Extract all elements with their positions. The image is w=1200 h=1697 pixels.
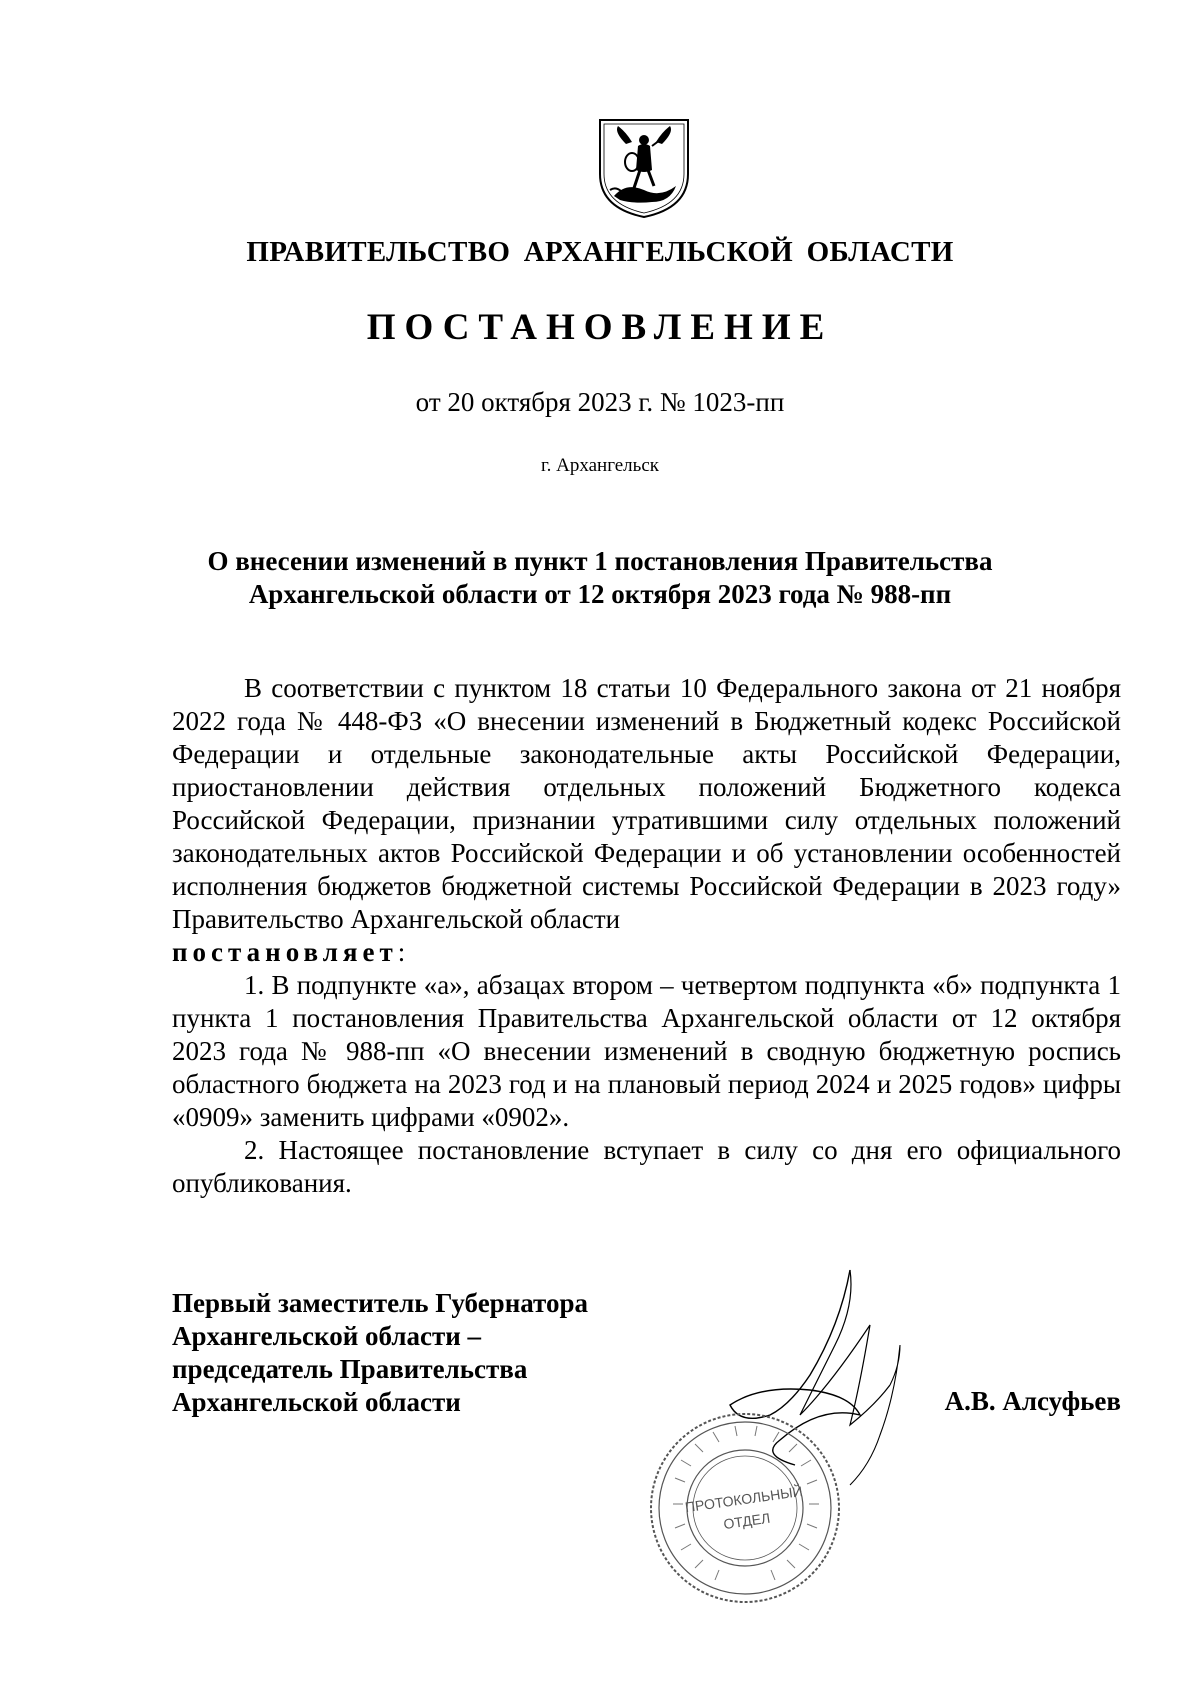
resolves-keyword: постановляет — [172, 937, 398, 967]
preamble-paragraph — [172, 672, 1121, 936]
document-city: г. Архангельск — [540, 455, 659, 476]
document-date-number: от 20 октября 2023 г. № 1023-пп — [415, 387, 785, 417]
item-2-paragraph: 2. Настоящее постановление вступает в силу со дня его официального опубликования. — [172, 1135, 1121, 1198]
signer-position-line: Архангельской области — [172, 1387, 461, 1417]
signer-position-line: Первый заместитель Губернатора — [172, 1288, 588, 1318]
document-body — [172, 672, 1121, 1200]
document-type: ПОСТАНОВЛЕНИЕ — [366, 307, 834, 348]
official-stamp — [645, 1408, 845, 1608]
coat-of-arms-icon — [596, 116, 692, 220]
signer-position — [172, 1287, 588, 1419]
resolves-line — [172, 936, 1121, 969]
signer-name: А.В. Алсуфьев — [944, 1386, 1121, 1416]
signer-position-line: Архангельской области – — [172, 1321, 482, 1351]
document-subject — [0, 545, 1200, 611]
organization-title: ПРАВИТЕЛЬСТВО АРХАНГЕЛЬСКОЙ ОБЛАСТИ — [246, 236, 954, 268]
resolves-colon: : — [397, 937, 406, 967]
item-1-paragraph: 1. В подпункте «а», абзацах втором – четвертом подпункта «б» подпункта 1 пункта 1 постановления Правительства Архангельской области от 12 октября 2023 года № 988-пп «О внесении изменений в сводную бюджетную роспись областного бюджета на 2023 год и на плановый период 2024 и 2025 годов» цифры «0909» заменить цифрами «0902». — [172, 970, 1121, 1132]
signer-position-line: председатель Правительства — [172, 1354, 528, 1384]
subject-line: О внесении изменений в пункт 1 постановления Правительства — [207, 546, 993, 576]
stamp-center-text: ПРОТОКОЛЬНЫЙ — [683, 1482, 804, 1516]
stamp-center-text: ОТДЕЛ — [722, 1509, 772, 1533]
preamble-text: В соответствии с пунктом 18 статьи 10 Федерального закона от 21 ноября 2022 года № 448-ФЗ «О внесении изменений в Бюджетный кодекс Российской Федерации и отдельные законодательные акты Российской Федерации, приостановлении действия отдельных положений Бюджетного кодекса Российской Федерации, признании утратившими силу отдельных положений законодательных актов Российской Федерации и об установлении особенностей исполнения бюджетов бюджетной системы Российской Федерации в 2023 году» Правительство Архангельской области — [172, 673, 1121, 934]
subject-line: Архангельской области от 12 октября 2023 года № 988-пп — [248, 579, 952, 609]
